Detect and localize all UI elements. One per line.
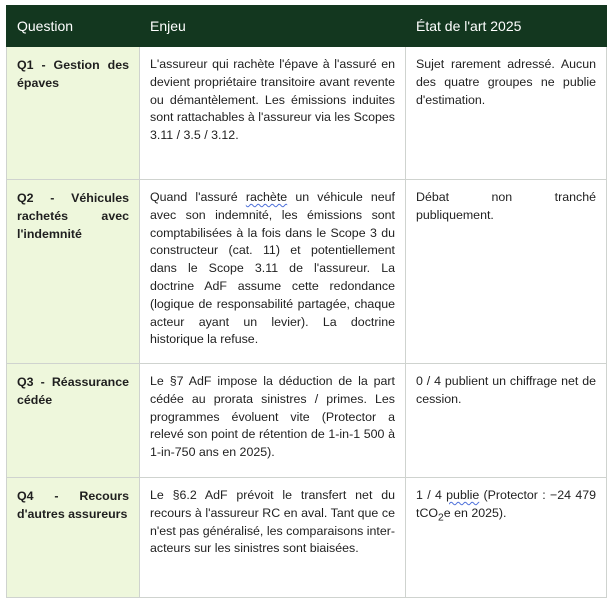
table-row [7, 478, 607, 598]
enjeu-cell: Le §7 AdF impose la déduction de la part cédée au prorata sinistres / primes. Les programmes évoluent vite (Protector a relevé son point de rétention de 1-in-1 500 à 1-in-750 ans en 2025). [140, 364, 406, 478]
comparison-table [6, 5, 607, 598]
question-cell: Q4 - Recours d'autres assureurs [7, 478, 140, 598]
enjeu-text: Quand l'assuré [150, 190, 246, 204]
header-question: Question [7, 6, 140, 47]
table-row [7, 180, 607, 364]
etat-cell: Sujet rarement adressé. Aucun des quatre groupes ne publie d'estimation. [406, 47, 607, 180]
etat-cell [406, 478, 607, 598]
enjeu-text: un véhicule neuf avec son indemnité, les émissions sont comptabilisées à la fois dans le Scope 3 du constructeur (cat. 11) et potentiellement dans le Scope 3.11 de l'assureur. La doctrine AdF assume cette redondance (logique de responsabilité partagée, chaque acteur ayant un levier). La doctrine historique la refuse. [150, 190, 395, 347]
spellcheck-flagged-word: rachète [245, 190, 288, 204]
etat-text: (Protector : −24 479 tCO [416, 488, 596, 520]
etat-text: 1 / 4 [416, 488, 447, 502]
question-cell: Q2 - Véhicules rachetés avec l'indemnité [7, 180, 140, 364]
etat-cell: Débat non tranché publiquement. [406, 180, 607, 364]
enjeu-cell [140, 180, 406, 364]
table-row [7, 47, 607, 180]
subscript-two: 2 [438, 512, 444, 524]
question-cell: Q3 - Réassurance cédée [7, 364, 140, 478]
table-row [7, 364, 607, 478]
etat-cell: 0 / 4 publient un chiffrage net de cession. [406, 364, 607, 478]
spellcheck-flagged-word: publie [446, 488, 480, 502]
header-enjeu: Enjeu [140, 6, 406, 47]
header-etat: État de l'art 2025 [406, 6, 607, 47]
header-row [7, 6, 607, 47]
enjeu-cell: L'assureur qui rachète l'épave à l'assuré en devient propriétaire transitoire avant revente ou démantèlement. Les émissions induites sont rattachables à l'assureur via les Scopes 3.11 / 3.5 / 3.12. [140, 47, 406, 180]
etat-text: e en 2025). [443, 505, 507, 520]
enjeu-cell: Le §6.2 AdF prévoit le transfert net du recours à l'assureur RC en aval. Tant que ce n'est pas généralisé, les comparaisons inter-acteurs sur les sinistres sont biaisées. [140, 478, 406, 598]
question-cell: Q1 - Gestion des épaves [7, 47, 140, 180]
